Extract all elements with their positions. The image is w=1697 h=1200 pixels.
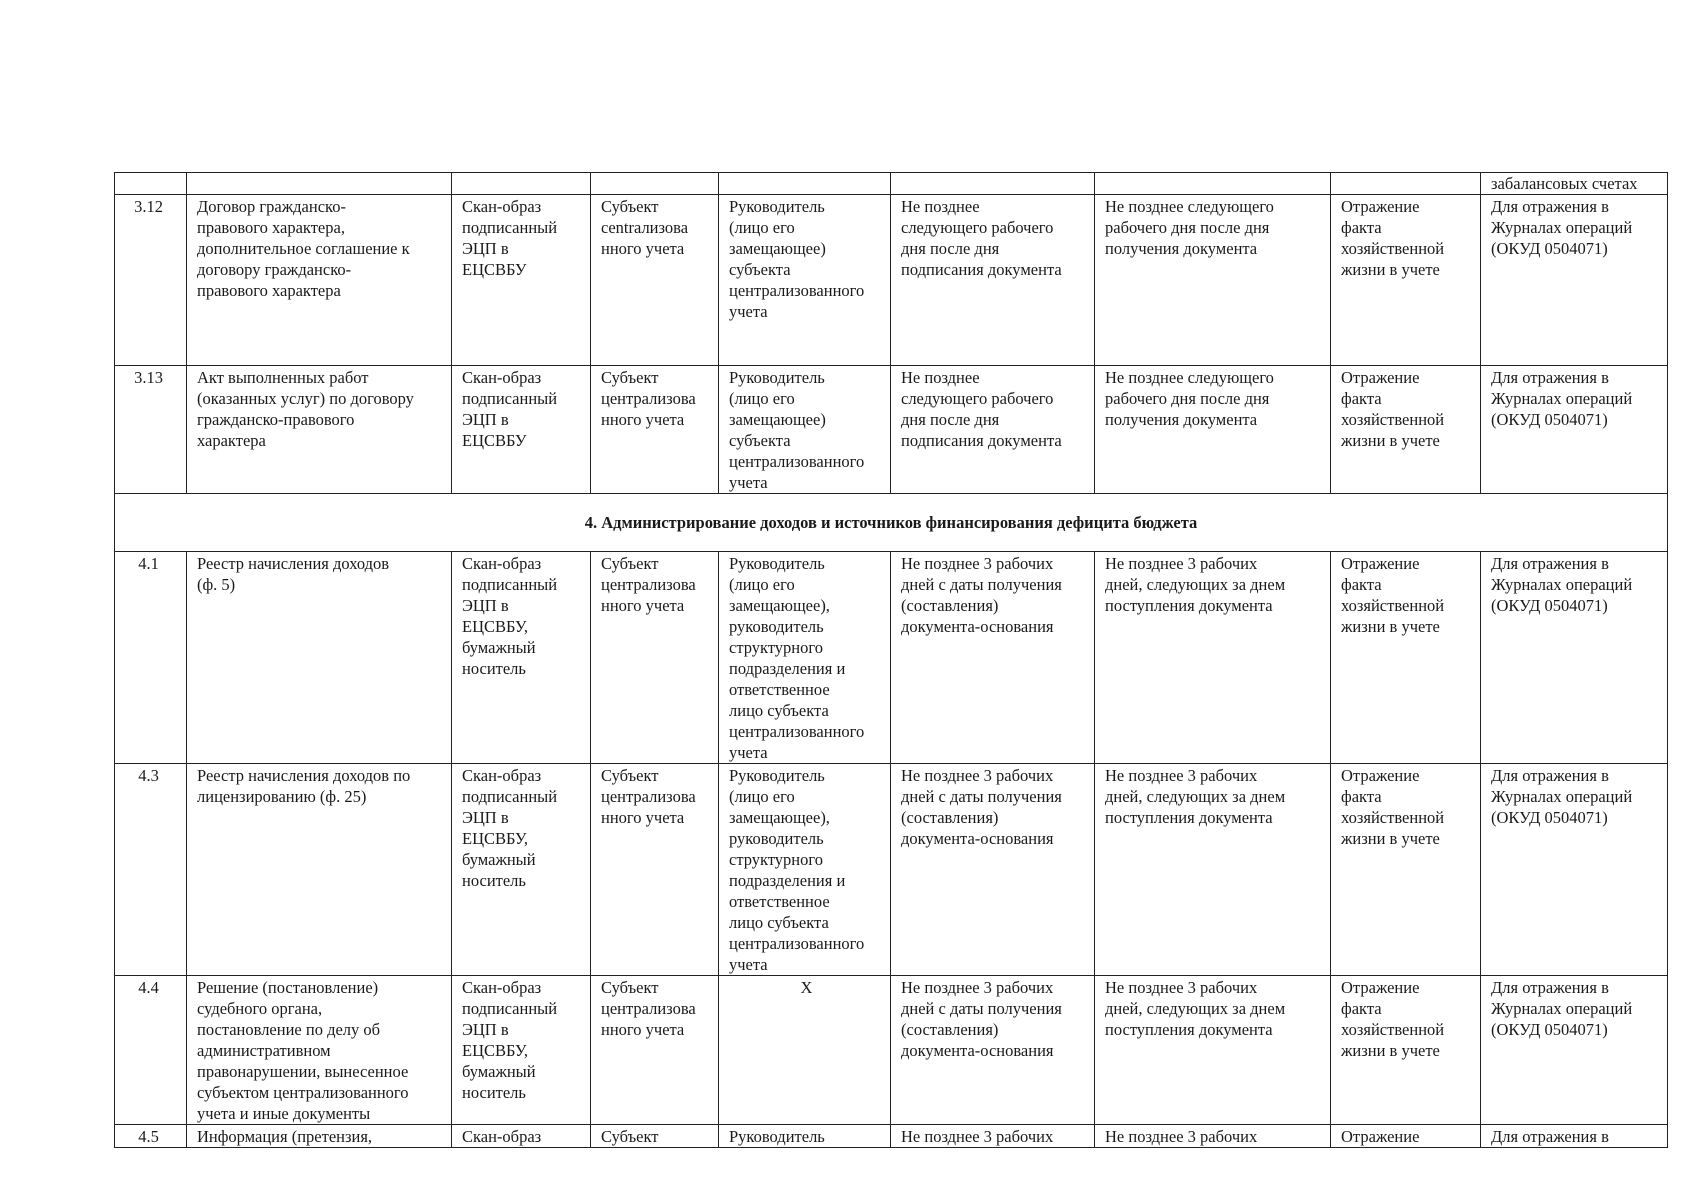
cell-register: Для отражения в Журналах операций (ОКУД 0504071) — [1481, 976, 1668, 1125]
cell-register: Для отражения в Журналах операций (ОКУД 0504071) — [1481, 552, 1668, 764]
cell-document: Решение (постановление) судебного органа, постановление по делу об административном правонарушении, вынесенное субъектом централизованного учета и иные документы — [187, 976, 452, 1125]
table-row — [115, 976, 1668, 1125]
cell-purpose: Отражение факта хозяйственной жизни в учете — [1331, 195, 1481, 366]
cell-num: 4.4 — [115, 976, 187, 1125]
cell-purpose: Отражение факта хозяйственной жизни в учете — [1331, 366, 1481, 494]
cell-purpose: Отражение факта хозяйственной жизни в учете — [1331, 976, 1481, 1125]
cell-purpose: Отражение — [1331, 1125, 1481, 1148]
cell-purpose — [1331, 173, 1481, 195]
cell-register: забалансовых счетах — [1481, 173, 1668, 195]
cell-responsible: Руководитель (лицо его замещающее), руководитель структурного подразделения и ответственное лицо субъекта централизованного учета — [719, 764, 891, 976]
cell-form: Скан-образ подписанный ЭЦП в ЕЦСВБУ, бумажный носитель — [452, 976, 591, 1125]
cell-responsible — [719, 173, 891, 195]
cell-form: Скан-образ подписанный ЭЦП в ЕЦСВБУ, бумажный носитель — [452, 764, 591, 976]
cell-creator: Субъект централизова нного учета — [591, 764, 719, 976]
cell-form: Скан-образ подписанный ЭЦП в ЕЦСВБУ — [452, 195, 591, 366]
cell-num: 3.12 — [115, 195, 187, 366]
cell-creator: Субъект — [591, 1125, 719, 1148]
cell-num: 4.5 — [115, 1125, 187, 1148]
cell-creator: Субъект централизова нного учета — [591, 552, 719, 764]
cell-document: Информация (претензия, — [187, 1125, 452, 1148]
cell-deadline-process: Не позднее следующего рабочего дня после дня получения документа — [1095, 366, 1331, 494]
section-heading-row — [115, 494, 1668, 552]
cell-form: Скан-образ — [452, 1125, 591, 1148]
cell-responsible: Руководитель — [719, 1125, 891, 1148]
table-row — [115, 1125, 1668, 1148]
cell-document: Реестр начисления доходов по лицензированию (ф. 25) — [187, 764, 452, 976]
cell-creator: Субъект централизова нного учета — [591, 976, 719, 1125]
cell-document: Акт выполненных работ (оказанных услуг) по договору гражданско-правового характера — [187, 366, 452, 494]
cell-form: Скан-образ подписанный ЭЦП в ЕЦСВБУ, бумажный носитель — [452, 552, 591, 764]
cell-creator: Субъект централизова нного учета — [591, 366, 719, 494]
table-row — [115, 366, 1668, 494]
cell-document — [187, 173, 452, 195]
cell-responsible: Х — [719, 976, 891, 1125]
cell-deadline-submit: Не позднее 3 рабочих дней с даты получения (составления) документа-основания — [891, 552, 1095, 764]
cell-deadline-submit: Не позднее 3 рабочих дней с даты получения (составления) документа-основания — [891, 976, 1095, 1125]
table-row — [115, 552, 1668, 764]
cell-deadline-submit: Не позднее 3 рабочих — [891, 1125, 1095, 1148]
cell-responsible: Руководитель (лицо его замещающее), руководитель структурного подразделения и ответственное лицо субъекта централизованного учета — [719, 552, 891, 764]
cell-document: Реестр начисления доходов (ф. 5) — [187, 552, 452, 764]
cell-num: 4.1 — [115, 552, 187, 764]
cell-document: Договор гражданско- правового характера, дополнительное соглашение к договору гражданско- правового характера — [187, 195, 452, 366]
cell-responsible: Руководитель (лицо его замещающее) субъекта централизованного учета — [719, 366, 891, 494]
cell-num: 3.13 — [115, 366, 187, 494]
cell-creator: Субъект centrализова нного учета — [591, 195, 719, 366]
cell-deadline-process: Не позднее следующего рабочего дня после дня получения документа — [1095, 195, 1331, 366]
cell-form: Скан-образ подписанный ЭЦП в ЕЦСВБУ — [452, 366, 591, 494]
cell-deadline-process: Не позднее 3 рабочих дней, следующих за днем поступления документа — [1095, 764, 1331, 976]
cell-purpose: Отражение факта хозяйственной жизни в учете — [1331, 552, 1481, 764]
cell-deadline-submit: Не позднее 3 рабочих дней с даты получения (составления) документа-основания — [891, 764, 1095, 976]
cell-purpose: Отражение факта хозяйственной жизни в учете — [1331, 764, 1481, 976]
cell-creator — [591, 173, 719, 195]
cell-register: Для отражения в Журналах операций (ОКУД 0504071) — [1481, 764, 1668, 976]
cell-deadline-submit: Не позднее следующего рабочего дня после дня подписания документа — [891, 366, 1095, 494]
cell-deadline-submit: Не позднее следующего рабочего дня после дня подписания документа — [891, 195, 1095, 366]
section-heading: 4. Администрирование доходов и источников финансирования дефицита бюджета — [115, 494, 1668, 552]
table-row — [115, 173, 1668, 195]
cell-deadline-submit — [891, 173, 1095, 195]
table-row — [115, 764, 1668, 976]
table-row — [115, 195, 1668, 366]
cell-form — [452, 173, 591, 195]
cell-deadline-process: Не позднее 3 рабочих дней, следующих за днем поступления документа — [1095, 552, 1331, 764]
cell-num: 4.3 — [115, 764, 187, 976]
cell-register: Для отражения в Журналах операций (ОКУД 0504071) — [1481, 366, 1668, 494]
cell-deadline-process: Не позднее 3 рабочих дней, следующих за днем поступления документа — [1095, 976, 1331, 1125]
cell-deadline-process: Не позднее 3 рабочих — [1095, 1125, 1331, 1148]
cell-register: Для отражения в Журналах операций (ОКУД 0504071) — [1481, 195, 1668, 366]
cell-register: Для отражения в — [1481, 1125, 1668, 1148]
document-table — [114, 172, 1668, 1148]
cell-num — [115, 173, 187, 195]
cell-responsible: Руководитель (лицо его замещающее) субъекта централизованного учета — [719, 195, 891, 366]
cell-deadline-process — [1095, 173, 1331, 195]
